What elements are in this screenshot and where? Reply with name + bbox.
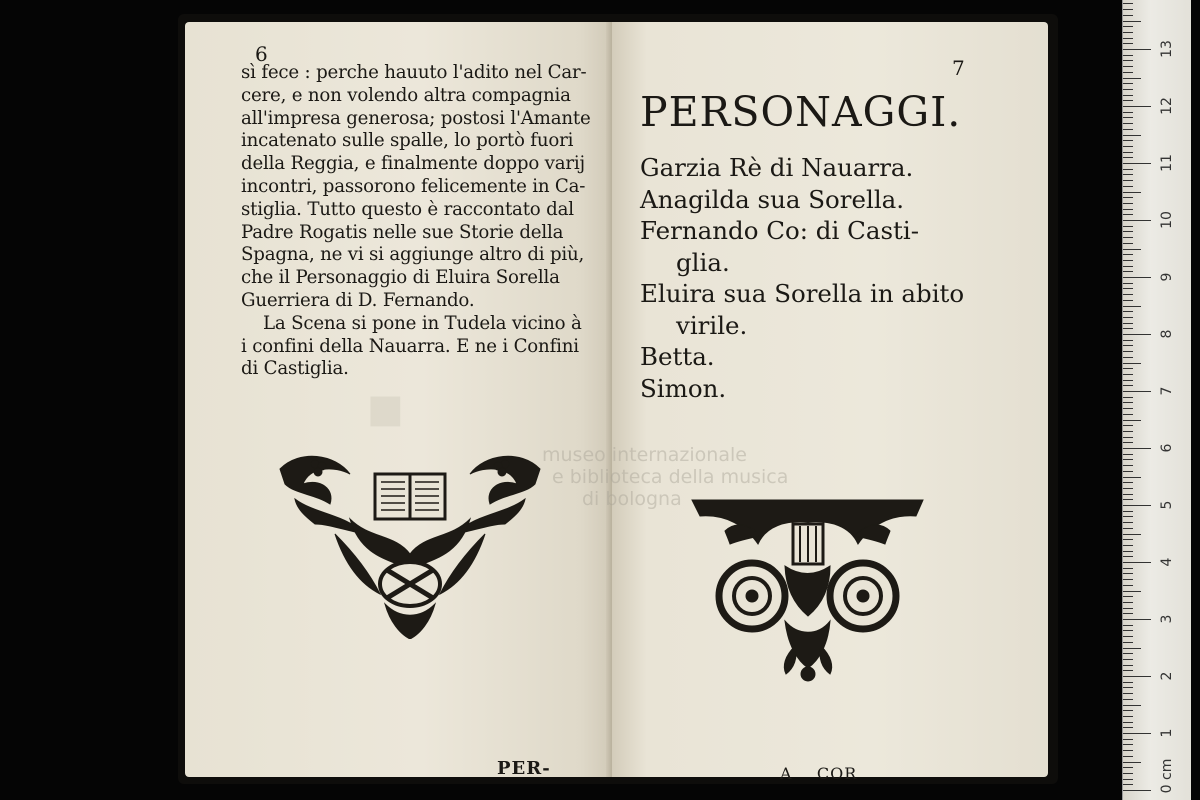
ruler-tick — [1123, 214, 1133, 215]
text-line: all'impresa generosa; postosi l'Amante — [241, 107, 591, 129]
ruler-tick — [1123, 619, 1151, 620]
ruler-tick — [1123, 100, 1133, 101]
text-line: Padre Rogatis nelle sue Storie della — [241, 221, 564, 243]
ruler-tick — [1123, 591, 1141, 592]
ruler-tick — [1123, 294, 1133, 295]
ruler-number: 8 — [1159, 329, 1175, 339]
ruler-tick — [1123, 323, 1133, 324]
ruler-tick — [1123, 123, 1133, 124]
ruler-tick — [1123, 431, 1133, 432]
text-line: stiglia. Tutto questo è raccontato dal — [241, 198, 574, 220]
left-page-number: 6 — [255, 42, 268, 66]
ruler-tick — [1123, 465, 1133, 466]
ruler-number: 12 — [1159, 97, 1175, 115]
left-page-text — [241, 62, 591, 381]
ruler-tick — [1123, 437, 1133, 438]
ruler-tick — [1123, 129, 1133, 130]
ruler-tick — [1123, 21, 1141, 22]
ruler-tick — [1123, 49, 1151, 50]
ruler-tick — [1123, 459, 1133, 460]
ruler-tick — [1123, 60, 1133, 61]
ruler-tick — [1123, 66, 1133, 67]
ruler-tick — [1123, 687, 1133, 688]
ruler-tick — [1123, 767, 1133, 768]
ruler-tick — [1123, 511, 1133, 512]
text-line: sì fece : perche hauuto l'adito nel Car- — [241, 62, 587, 83]
ruler-tick — [1123, 163, 1151, 164]
ruler-tick — [1123, 254, 1133, 255]
ruler-number: 5 — [1159, 500, 1175, 510]
ruler-tick — [1123, 380, 1133, 381]
ruler-tick — [1123, 174, 1133, 175]
ruler-tick — [1123, 573, 1133, 574]
ruler-tick — [1123, 579, 1133, 580]
ruler-tick — [1123, 209, 1133, 210]
ruler-tick — [1123, 385, 1133, 386]
ruler-number: 10 — [1159, 211, 1175, 229]
ruler-tick — [1123, 653, 1133, 654]
text-line: cere, e non volendo altra compagnia — [241, 84, 571, 106]
ruler-tick — [1123, 727, 1133, 728]
ruler-tick — [1123, 374, 1133, 375]
ruler-tick — [1123, 243, 1133, 244]
ruler-tick — [1123, 186, 1133, 187]
ruler-tick — [1123, 596, 1133, 597]
ruler-tick — [1123, 790, 1151, 791]
ruler-tick — [1123, 135, 1141, 136]
ruler-tick — [1123, 739, 1133, 740]
ruler-tick — [1123, 334, 1151, 335]
ruler-tick — [1123, 722, 1133, 723]
ruler-tick — [1123, 676, 1151, 677]
ruler-tick — [1123, 340, 1133, 341]
ruler-tick — [1123, 32, 1133, 33]
ruler-tick — [1123, 43, 1133, 44]
ruler-tick — [1123, 699, 1133, 700]
ruler-tick — [1123, 505, 1151, 506]
ruler-tick — [1123, 534, 1141, 535]
ruler-tick — [1123, 693, 1133, 694]
ruler-tick — [1123, 220, 1151, 221]
watermark-line: museo internazionale — [542, 444, 747, 466]
ruler-tick — [1123, 78, 1141, 79]
ruler-tick — [1123, 169, 1133, 170]
ruler-tick — [1123, 602, 1133, 603]
ruler-tick — [1123, 197, 1133, 198]
ruler-tick — [1123, 345, 1133, 346]
ruler-tick — [1123, 288, 1133, 289]
woodcut-ornament-rosettes — [690, 496, 925, 684]
ruler-number: 11 — [1159, 154, 1175, 172]
cast-item: Anagilda sua Sorella. — [640, 184, 905, 214]
ruler-tick — [1123, 499, 1133, 500]
cast-item-continuation: virile. — [676, 310, 748, 340]
ruler-tick — [1123, 659, 1133, 660]
ruler-tick — [1123, 72, 1133, 73]
ruler-tick — [1123, 756, 1133, 757]
ruler-tick — [1123, 762, 1141, 763]
ruler-tick — [1123, 351, 1133, 352]
ruler-tick — [1123, 556, 1133, 557]
ruler-tick — [1123, 670, 1133, 671]
right-catchword: A COR — [780, 764, 858, 783]
ruler-tick — [1123, 15, 1133, 16]
ruler-tick — [1123, 733, 1151, 734]
ruler-tick — [1123, 551, 1133, 552]
bleed-through: ▪ — [365, 372, 406, 442]
text-line: incontri, passorono felicemente in Ca- — [241, 175, 586, 197]
ruler-tick — [1123, 368, 1133, 369]
ruler-tick — [1123, 784, 1133, 785]
ruler-tick — [1123, 773, 1133, 774]
text-line: di Castiglia. — [241, 358, 349, 380]
right-page-number: 7 — [952, 56, 965, 80]
ruler-tick — [1123, 625, 1133, 626]
ruler-tick — [1123, 516, 1133, 517]
ruler-tick — [1123, 414, 1133, 415]
woodcut-ornament-book — [275, 444, 545, 639]
ruler-tick — [1123, 665, 1133, 666]
cast-item: Betta. — [640, 342, 715, 371]
ruler-tick — [1123, 203, 1133, 204]
measuring-ruler — [1122, 0, 1191, 800]
ruler-tick — [1123, 231, 1133, 232]
left-page — [185, 22, 615, 777]
ruler-tick — [1123, 266, 1133, 267]
ruler-unit-label: 0 cm — [1159, 758, 1175, 794]
ruler-tick — [1123, 477, 1141, 478]
ruler-number: 3 — [1159, 614, 1175, 624]
ruler-tick — [1123, 402, 1133, 403]
ruler-tick — [1123, 26, 1133, 27]
ruler-tick — [1123, 117, 1133, 118]
ruler-tick — [1123, 642, 1133, 643]
ruler-tick — [1123, 311, 1133, 312]
ruler-number: 9 — [1159, 272, 1175, 282]
ruler-tick — [1123, 106, 1151, 107]
text-line: incatenato sulle spalle, lo portò fuori — [241, 130, 574, 152]
ruler-tick — [1123, 425, 1133, 426]
left-catchword: PER- — [497, 758, 551, 779]
ruler-tick — [1123, 750, 1133, 751]
ruler-tick — [1123, 83, 1133, 84]
right-page — [542, 22, 1048, 783]
ruler-tick — [1123, 157, 1133, 158]
ruler-tick — [1123, 237, 1133, 238]
ruler-tick — [1123, 494, 1133, 495]
ruler-tick — [1123, 528, 1133, 529]
ruler-tick — [1123, 300, 1133, 301]
ruler-tick — [1123, 648, 1141, 649]
ruler-tick — [1123, 249, 1141, 250]
ruler-tick — [1123, 471, 1133, 472]
ruler-tick — [1123, 3, 1133, 4]
ruler-tick — [1123, 442, 1133, 443]
ruler-tick — [1123, 630, 1133, 631]
ruler-tick — [1123, 328, 1133, 329]
ruler-tick — [1123, 636, 1133, 637]
ruler-tick — [1123, 420, 1141, 421]
ruler-tick — [1123, 146, 1133, 147]
ruler-number: 7 — [1159, 386, 1175, 396]
ruler-tick — [1123, 363, 1141, 364]
ruler-tick — [1123, 779, 1133, 780]
cast-list — [640, 152, 1000, 404]
text-line: della Reggia, e finalmente doppo varij — [241, 153, 585, 175]
ruler-tick — [1123, 710, 1133, 711]
ruler-tick — [1123, 488, 1133, 489]
text-line: La Scena si pone in Tudela vicino à — [263, 312, 582, 334]
ruler-tick — [1123, 152, 1133, 153]
ruler-tick — [1123, 306, 1141, 307]
ruler-tick — [1123, 562, 1151, 563]
ruler-number: 1 — [1159, 728, 1175, 738]
ruler-tick — [1123, 585, 1133, 586]
ruler-tick — [1123, 568, 1133, 569]
cast-item: Eluira sua Sorella in abito — [640, 279, 965, 308]
ruler-tick — [1123, 539, 1133, 540]
ruler-tick — [1123, 9, 1133, 10]
ruler-number: 2 — [1159, 671, 1175, 681]
ruler-tick — [1123, 38, 1133, 39]
ruler-tick — [1123, 608, 1133, 609]
ruler-number: 4 — [1159, 557, 1175, 567]
ruler-tick — [1123, 89, 1133, 90]
ruler-tick — [1123, 317, 1133, 318]
ruler-tick — [1123, 180, 1133, 181]
ruler-tick — [1123, 397, 1133, 398]
ruler-tick — [1123, 682, 1133, 683]
ruler-number: 6 — [1159, 443, 1175, 453]
ruler-tick — [1123, 744, 1133, 745]
watermark-line: di bologna — [582, 488, 682, 510]
cast-item-continuation: glia. — [676, 247, 730, 277]
ruler-tick — [1123, 140, 1133, 141]
ruler-tick — [1123, 226, 1133, 227]
ruler-tick — [1123, 192, 1141, 193]
ruler-tick — [1123, 454, 1133, 455]
page-title: PERSONAGGI. — [640, 88, 962, 136]
ruler-tick — [1123, 277, 1151, 278]
text-line: Guerriera di D. Fernando. — [241, 289, 475, 311]
ruler-tick — [1123, 448, 1151, 449]
ruler-tick — [1123, 482, 1133, 483]
ruler-tick — [1123, 55, 1133, 56]
ruler-tick — [1123, 260, 1133, 261]
ruler-tick — [1123, 357, 1133, 358]
ruler-tick — [1123, 112, 1133, 113]
ruler-tick — [1123, 391, 1151, 392]
ruler-tick — [1123, 705, 1141, 706]
ruler-tick — [1123, 545, 1133, 546]
ruler-tick — [1123, 613, 1133, 614]
ruler-tick — [1123, 522, 1133, 523]
ruler-tick — [1123, 408, 1133, 409]
cast-item: Garzia Rè di Nauarra. — [640, 153, 914, 182]
watermark-line: e biblioteca della musica — [552, 466, 789, 488]
ruler-tick — [1123, 95, 1133, 96]
ruler-tick — [1123, 716, 1133, 717]
text-line: che il Personaggio di Eluira Sorella — [241, 267, 560, 289]
ruler-tick — [1123, 271, 1133, 272]
ruler-number: 13 — [1159, 40, 1175, 58]
ruler-tick — [1123, 283, 1133, 284]
cast-item: Fernando Co: di Casti- — [640, 216, 919, 245]
text-line: i confini della Nauarra. E ne i Confini — [241, 335, 579, 357]
cast-item: Simon. — [640, 373, 727, 403]
text-line: Spagna, ne vi si aggiunge altro di più, — [241, 244, 585, 266]
